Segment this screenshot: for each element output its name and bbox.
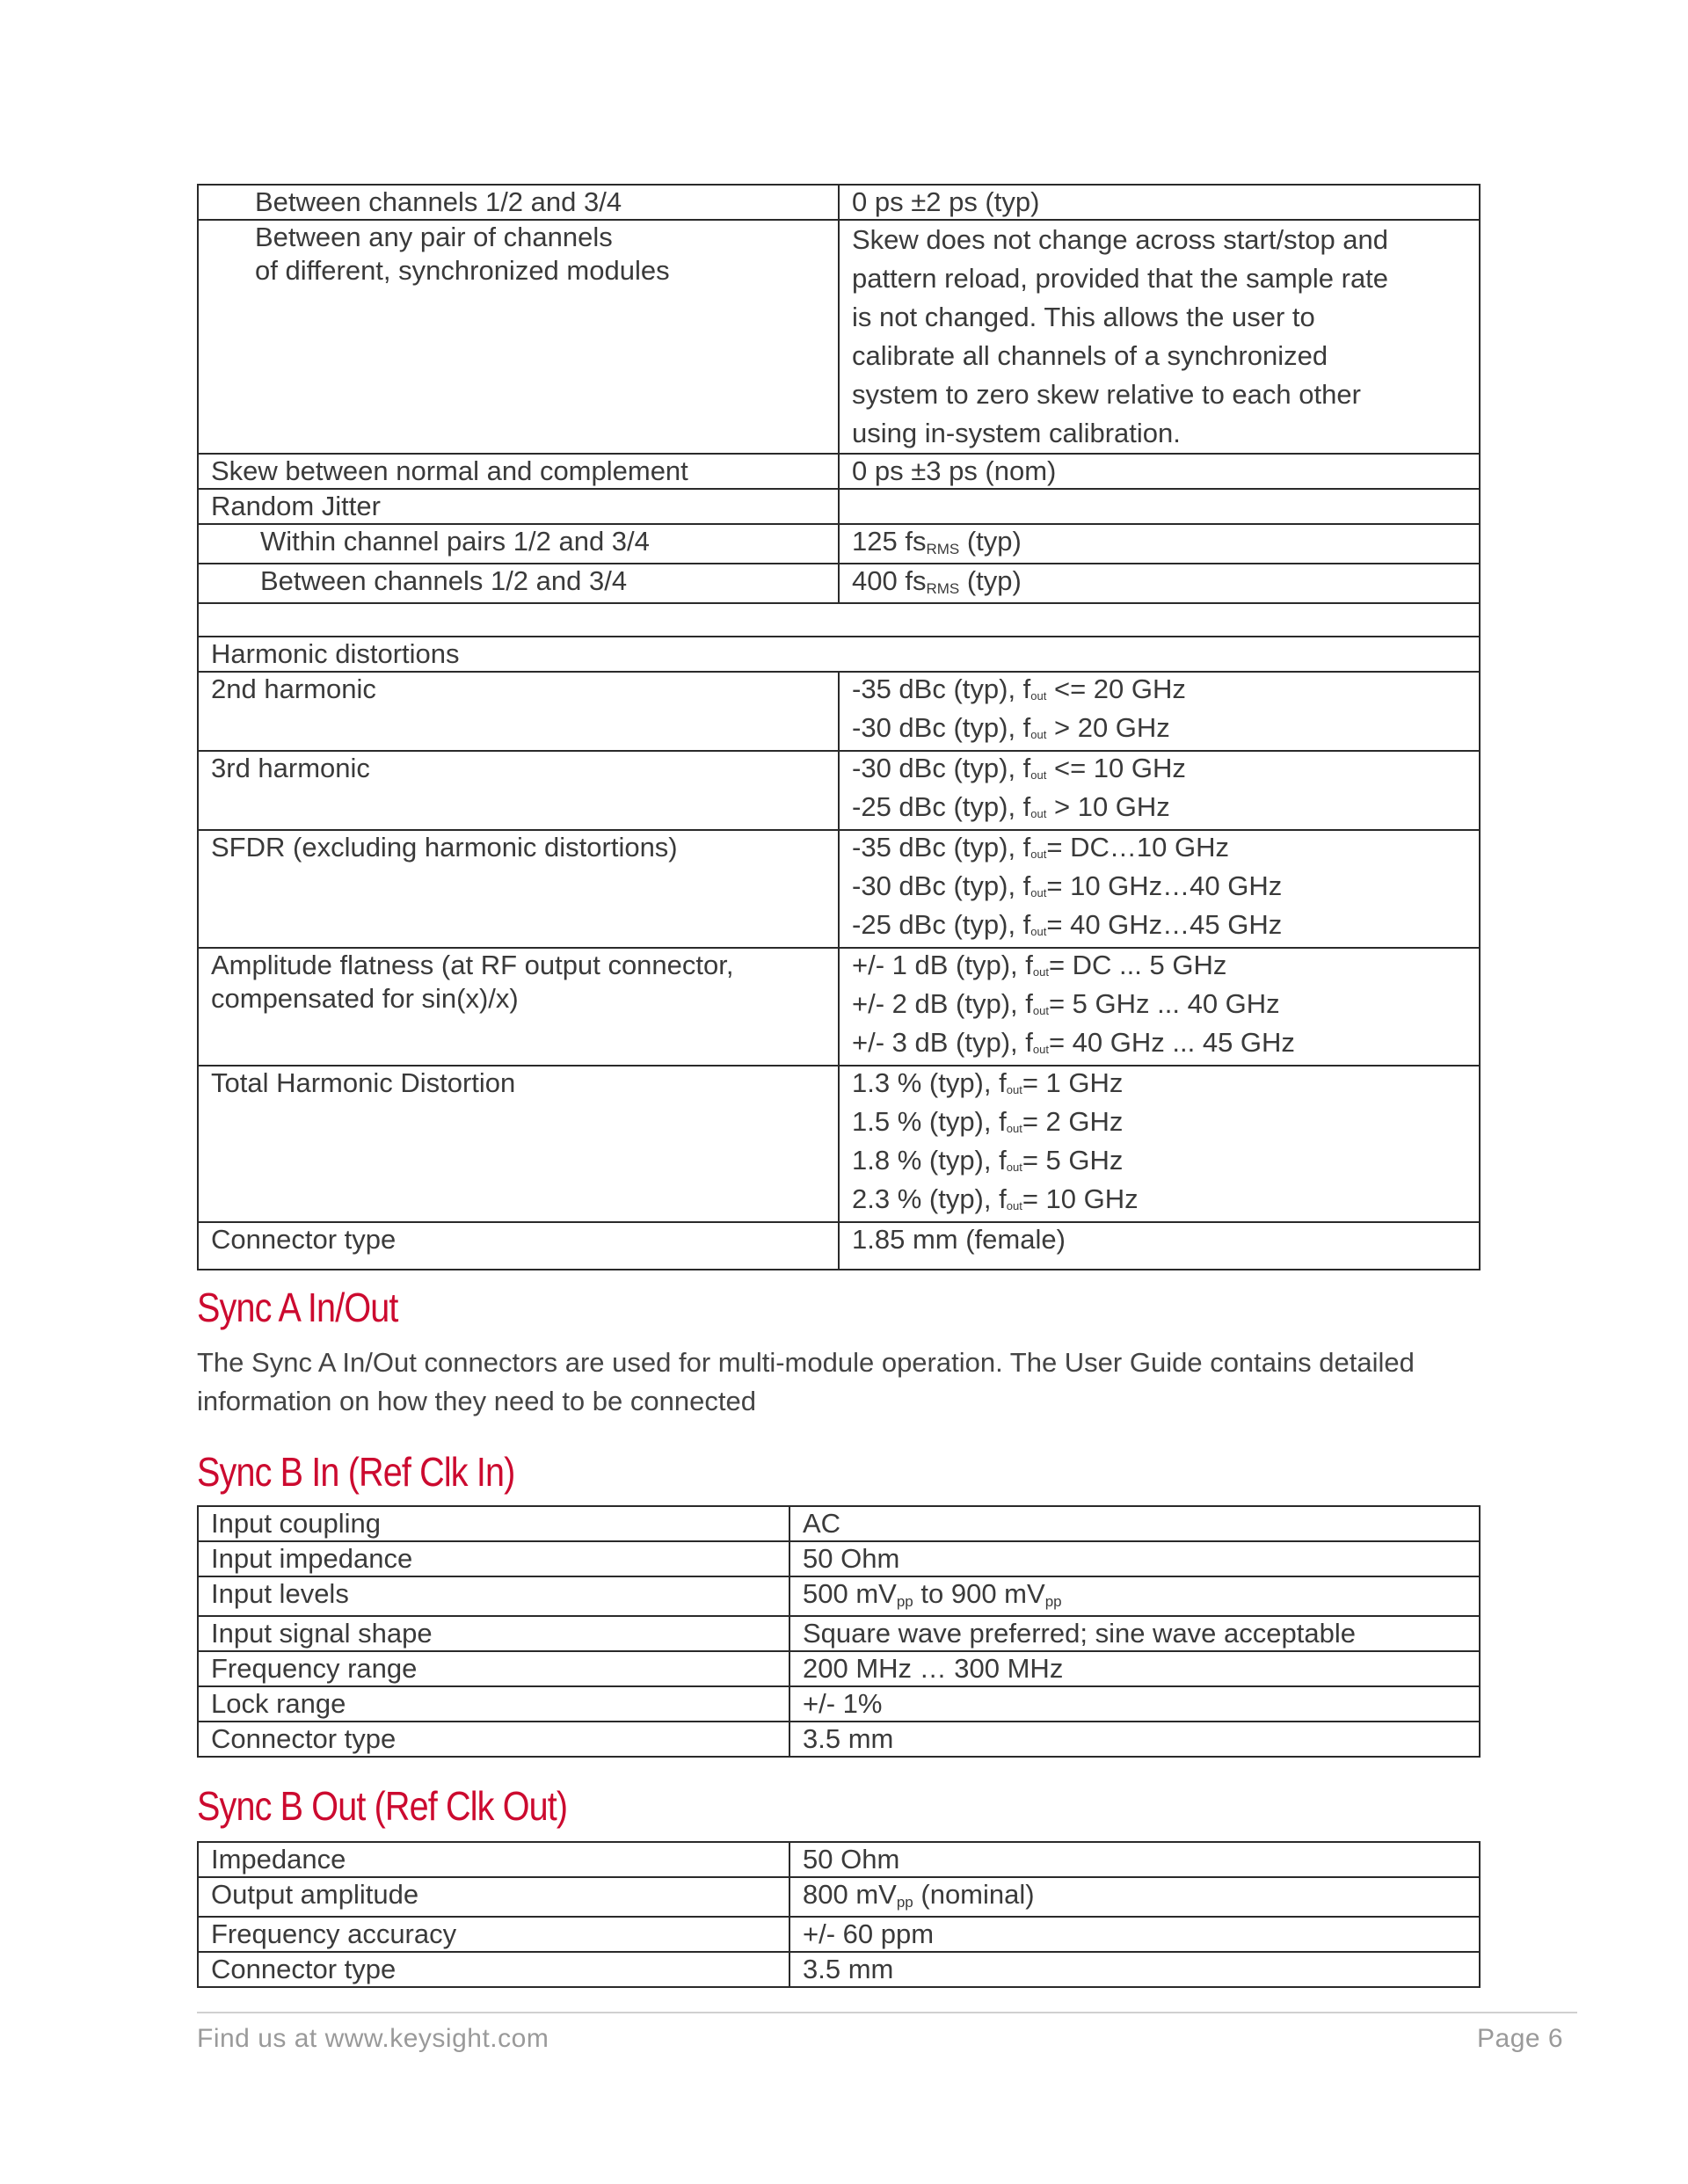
spec-label: Frequency accuracy: [198, 1917, 789, 1952]
value-line: is not changed. This allows the user to: [852, 302, 1315, 332]
table-row: [198, 454, 1480, 489]
spec-label: Skew between normal and complement: [198, 454, 839, 489]
spec-label: Random Jitter: [198, 489, 839, 524]
spec-label: 2nd harmonic: [198, 672, 839, 751]
sync-b-in-spec-table: [197, 1505, 1481, 1758]
table-row: [198, 185, 1480, 220]
table-row: [198, 1066, 1480, 1222]
spec-value: +/- 1 dB (typ), $f_{out}=$ DC ... 5 GHz +/- 2 dB (typ), $f_{out}= 5$ GHz ... 40 GHz +/- 3 dB (typ), $f_{out}= 40$ GHz ... 45 GHz: [839, 948, 1480, 1066]
spec-label: [198, 220, 839, 454]
spec-value: AC: [789, 1506, 1480, 1541]
table-row: [198, 1842, 1480, 1877]
sync-a-description: The Sync A In/Out connectors are used for multi-module operation. The User Guide contains detailed information on how they need to be connected: [197, 1347, 1415, 1416]
spec-label: Within channel pairs 1/2 and 3/4: [198, 524, 839, 564]
spec-value: 50 Ohm: [789, 1541, 1480, 1576]
page-number: Page 6: [1477, 2024, 1564, 2053]
table-row: [198, 672, 1480, 751]
spec-value: Square wave preferred; sine wave acceptable: [789, 1616, 1480, 1651]
spec-value: 1.85 mm (female): [839, 1222, 1480, 1270]
sync-b-out-spec-table: [197, 1841, 1481, 1988]
spec-label: Input signal shape: [198, 1616, 789, 1651]
table-row: [198, 1506, 1480, 1541]
spec-label: Impedance: [198, 1842, 789, 1877]
spec-label: Input coupling: [198, 1506, 789, 1541]
table-row: [198, 1616, 1480, 1651]
spec-label: Amplitude flatness (at RF output connector, compensated for sin(x)/x): [198, 948, 839, 1066]
table-row: [198, 1722, 1480, 1757]
table-row: [198, 1541, 1480, 1576]
table-row: [198, 524, 1480, 564]
section-label: Harmonic distortions: [198, 637, 1480, 672]
spec-value: +/- 60 ppm: [789, 1917, 1480, 1952]
spec-value: 1.3 % (typ), $f_{out}= 1$ GHz 1.5 % (typ), $f_{out}= 2$ GHz 1.8 % (typ), $f_{out}= 5$ GHz 2.3 % (typ), $f_{out}= 10$ GHz: [839, 1066, 1480, 1222]
spec-label: Total Harmonic Distortion: [198, 1066, 839, 1222]
spec-label: Output amplitude: [198, 1877, 789, 1917]
spec-label: 3rd harmonic: [198, 751, 839, 830]
spec-label: Between channels 1/2 and 3/4: [198, 185, 839, 220]
spec-value-empty: [839, 489, 1480, 524]
footer-divider: [197, 2012, 1577, 2013]
table-row: [198, 564, 1480, 603]
spec-value: 800 $mV_{pp}$ (nominal): [789, 1877, 1480, 1917]
spec-value: 200 MHz … 300 MHz: [789, 1651, 1480, 1686]
spec-value: 3.5 mm: [789, 1722, 1480, 1757]
spec-value: -35 dBc (typ), $f_{out} <= 20$ GHz -30 dBc (typ), $f_{out} > 20$ GHz: [839, 672, 1480, 751]
spec-label: Input impedance: [198, 1541, 789, 1576]
spec-value: 50 Ohm: [789, 1842, 1480, 1877]
table-row: [198, 1877, 1480, 1917]
spec-value: -35 dBc (typ), $f_{out}=$ DC…10 GHz -30 dBc (typ), $f_{out}= 10$ GHz…40 GHz -25 dBc (typ), $f_{out}= 40$ GHz…45 GHz: [839, 830, 1480, 948]
value-line: system to zero skew relative to each other: [852, 379, 1361, 410]
spec-label: Frequency range: [198, 1651, 789, 1686]
table-row: [198, 1917, 1480, 1952]
table-row: [198, 830, 1480, 948]
table-row-spacer: [198, 603, 1480, 637]
table-row: [198, 220, 1480, 454]
label-line: Between any pair of channels: [255, 222, 613, 252]
table-row: [198, 637, 1480, 672]
table-row: [198, 1952, 1480, 1987]
spec-value: 0 ps ±2 ps (typ): [839, 185, 1480, 220]
value-line: calibrate all channels of a synchronized: [852, 340, 1328, 371]
spec-label: SFDR (excluding harmonic distortions): [198, 830, 839, 948]
value-line: using in-system calibration.: [852, 418, 1181, 448]
footer-website-link[interactable]: Find us at www.keysight.com: [197, 2024, 549, 2053]
spec-label: Input levels: [198, 1576, 789, 1616]
spec-value: +/- 1%: [789, 1686, 1480, 1722]
section-heading-sync-b-in: Sync B In (Ref Clk In): [197, 1449, 515, 1495]
spec-label: Connector type: [198, 1952, 789, 1987]
spec-value: -30 dBc (typ), $f_{out} <= 10$ GHz -25 dBc (typ), $f_{out} > 10$ GHz: [839, 751, 1480, 830]
table-row: [198, 1651, 1480, 1686]
value-line: Skew does not change across start/stop and: [852, 224, 1389, 255]
label-line: of different, synchronized modules: [255, 255, 670, 286]
table-row: [198, 489, 1480, 524]
table-row: [198, 1222, 1480, 1270]
spec-label: Connector type: [198, 1222, 839, 1270]
spec-value: 500 $mV_{pp}$ to 900 $mV_{pp}$: [789, 1576, 1480, 1616]
spec-label: Lock range: [198, 1686, 789, 1722]
spec-value: 125 $fs_{RMS}$ (typ): [839, 524, 1480, 564]
spec-value: 0 ps ±3 ps (nom): [839, 454, 1480, 489]
spec-value: [839, 220, 1480, 454]
table-row: [198, 751, 1480, 830]
spec-label: Connector type: [198, 1722, 789, 1757]
section-heading-sync-a: Sync A In/Out: [197, 1285, 398, 1330]
table-row: [198, 1686, 1480, 1722]
rf-output-spec-table: [197, 184, 1481, 1270]
spec-label: Between channels 1/2 and 3/4: [198, 564, 839, 603]
table-row: [198, 1576, 1480, 1616]
table-row: [198, 948, 1480, 1066]
value-line: pattern reload, provided that the sample rate: [852, 263, 1389, 294]
spec-value: 3.5 mm: [789, 1952, 1480, 1987]
spec-value: 400 $fs_{RMS}$ (typ): [839, 564, 1480, 603]
section-heading-sync-b-out: Sync B Out (Ref Clk Out): [197, 1783, 568, 1829]
